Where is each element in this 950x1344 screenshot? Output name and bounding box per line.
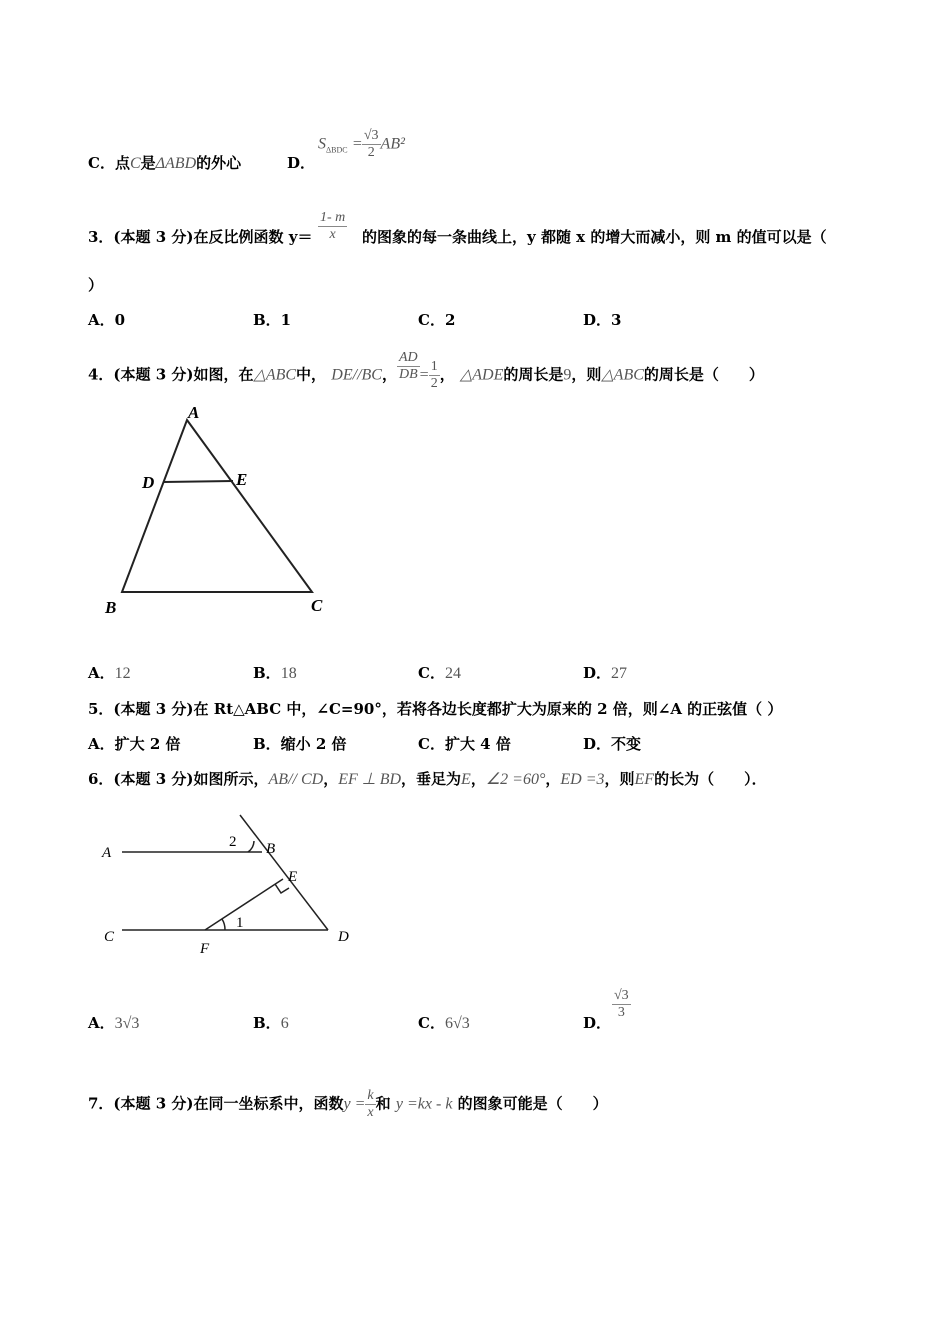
line-bd [240, 815, 328, 930]
label-d: D [142, 473, 155, 492]
label-e: E [288, 869, 298, 885]
q4-option-b[interactable]: B．18 [253, 664, 297, 682]
q3-option-d[interactable]: D．3 [583, 311, 622, 329]
label-a: A [188, 403, 200, 422]
label-d: D [338, 929, 349, 945]
label-f: F [200, 941, 210, 957]
label-b: B [266, 841, 276, 857]
q3-option-b[interactable]: B．1 [253, 311, 292, 329]
q3-stem-rest: 的图象的每一条曲线上，y 都随 x 的增大而减小，则 m 的值可以是（ [362, 228, 827, 246]
label-b: B [105, 598, 117, 617]
q4-option-d[interactable]: D．27 [583, 664, 628, 682]
q2-option-c: C．点C是ΔABD的外心 [88, 154, 242, 172]
label-angle-2: 2 [229, 834, 237, 850]
q5-option-a[interactable]: A．扩大 2 倍 [88, 735, 181, 753]
q6-option-b[interactable]: B．6 [253, 1014, 289, 1032]
right-angle-mark [275, 884, 289, 893]
q6-option-c[interactable]: C．6√3 [418, 1014, 470, 1032]
q3-stem: 3．(本题 3 分)在反比例函数 y＝ [88, 228, 313, 246]
angle-2-arc [248, 841, 254, 852]
q5-stem: 5．(本题 3 分)在 Rt△ABC 中，∠C=90°，若将各边长度都扩大为原来的 2 倍，则∠A 的正弦值（ ） [88, 700, 783, 718]
segment-ef [205, 879, 283, 930]
q4-option-a[interactable]: A．12 [88, 664, 131, 682]
angle-1-arc [222, 919, 225, 930]
label-c: C [311, 596, 323, 615]
triangle-abc-figure [122, 420, 312, 592]
q7-stem: 7．(本题 3 分)在同一坐标系中，函数y = $\frac{k}{x}$ 和 y =kx - k 的图象可能是（ ） [88, 1088, 608, 1120]
label-c: C [104, 929, 115, 945]
segment-de [163, 481, 233, 482]
q3-option-c[interactable]: C．2 [418, 311, 456, 329]
q6-stem: 6．(本题 3 分)如图所示，AB// CD，EF ⊥ BD，垂足为E，∠2 =60°，ED =3，则EF的长为（ ）． [88, 770, 767, 788]
q5-option-c[interactable]: C．扩大 4 倍 [418, 735, 511, 753]
q5-option-b[interactable]: B．缩小 2 倍 [253, 735, 347, 753]
q6-option-d[interactable]: D． [583, 1014, 612, 1032]
q4-stem: 4．(本题 3 分)如图，在△ABC中， DE//BC， $\frac{AD}{DB}$ = $\frac{1}{2}$ ， △ADE的周长是9，则△ABC的周长是（ ） [88, 350, 764, 391]
q2-option-d: D． [287, 154, 316, 172]
label-a: A [102, 845, 112, 861]
label-e: E [236, 470, 248, 489]
q4-option-c[interactable]: C．24 [418, 664, 461, 682]
label-angle-1: 1 [236, 915, 244, 931]
q6-option-d-fraction: $\frac{√3}{3}$ [614, 988, 629, 1020]
q2-option-d-formula: $S_{\Delta BDC}$ = $\frac{√3}{2}$ AB² [318, 128, 405, 160]
q3-close: ） [88, 276, 104, 294]
q5-option-d[interactable]: D．不变 [583, 735, 642, 753]
q3-option-a[interactable]: A．0 [88, 311, 126, 329]
q6-option-a[interactable]: A．3√3 [88, 1014, 140, 1032]
triangle-abc [122, 420, 312, 592]
q3-fraction: $\frac{1- m}{x}$ [320, 210, 346, 242]
